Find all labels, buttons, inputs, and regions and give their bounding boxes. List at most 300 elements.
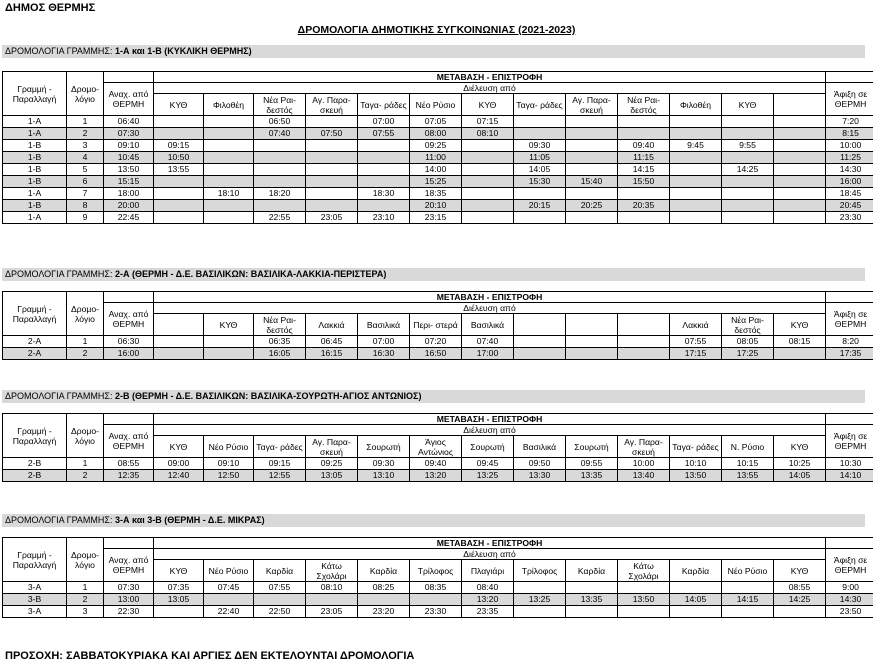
table-cell — [774, 164, 826, 176]
stop-name: ΚΥΘ — [154, 560, 204, 582]
table-cell — [410, 594, 462, 606]
section-prefix: ΔΡΟΜΟΛΟΓΙΑ ΓΡΑΜΜΗΣ: — [5, 46, 115, 56]
table-cell — [462, 140, 514, 152]
stop-name: Αγ. Παρα- σκευή — [618, 436, 670, 458]
table-cell: 23:30 — [826, 212, 873, 224]
header-line: Γραμμή - Παραλλαγή — [3, 414, 67, 458]
table-cell — [154, 116, 204, 128]
table-cell: 10:45 — [104, 152, 154, 164]
header-row — [3, 538, 873, 549]
table-cell — [154, 606, 204, 618]
stop-name: Καρδία — [358, 560, 410, 582]
section-header — [2, 514, 865, 527]
stop-name: Νέο Ρύσιο — [722, 560, 774, 582]
table-row — [3, 212, 873, 224]
header-depart: Αναχ. από ΘΕΡΜΗ — [104, 83, 154, 116]
stop-name: Βασιλικά — [358, 314, 410, 336]
header-depart: Αναχ. από ΘΕΡΜΗ — [104, 303, 154, 336]
table-cell: 1 — [67, 336, 104, 348]
table-cell — [566, 582, 618, 594]
table-cell: 07:30 — [104, 128, 154, 140]
table-cell: 08:40 — [462, 582, 514, 594]
table-cell: 22:55 — [254, 212, 306, 224]
section-line-name: 3-Α και 3-Β (ΘΕΡΜΗ - Δ.Ε. ΜΙΚΡΑΣ) — [115, 515, 265, 525]
table-cell — [774, 140, 826, 152]
table-cell: 23:05 — [306, 606, 358, 618]
table-cell — [514, 128, 566, 140]
stop-name: Λακκιά — [670, 314, 722, 336]
table-cell: 09:30 — [358, 458, 410, 470]
table-cell: 2-Α — [3, 348, 67, 360]
schedule-table — [2, 291, 873, 360]
stop-name — [566, 314, 618, 336]
table-cell: 13:10 — [358, 470, 410, 482]
table-cell — [358, 164, 410, 176]
table-cell: 3-Α — [3, 582, 67, 594]
table-cell — [774, 176, 826, 188]
table-cell — [358, 176, 410, 188]
table-cell: 08:00 — [410, 128, 462, 140]
stop-name: ΚΥΘ — [722, 94, 774, 116]
table-cell: 23:20 — [358, 606, 410, 618]
table-cell — [670, 188, 722, 200]
table-cell — [462, 212, 514, 224]
table-cell: 9:55 — [722, 140, 774, 152]
table-cell — [618, 348, 670, 360]
table-cell — [204, 140, 254, 152]
table-cell: 09:10 — [104, 140, 154, 152]
table-cell: 13:05 — [306, 470, 358, 482]
stop-name: Αγ. Παρα- σκευή — [566, 94, 618, 116]
table-cell: 07:40 — [254, 128, 306, 140]
table-cell — [514, 582, 566, 594]
table-cell: 13:00 — [104, 594, 154, 606]
header-via: Διέλευση από — [154, 303, 826, 314]
table-row — [3, 606, 873, 618]
table-cell — [154, 128, 204, 140]
table-cell: 13:25 — [514, 594, 566, 606]
table-cell: 4 — [67, 152, 104, 164]
table-cell: 08:55 — [104, 458, 154, 470]
header-arrive: Άφιξη σε ΘΕΡΜΗ — [826, 83, 873, 116]
table-cell: 9 — [67, 212, 104, 224]
table-cell — [306, 200, 358, 212]
table-cell: 17:00 — [462, 348, 514, 360]
table-cell — [204, 212, 254, 224]
table-cell: 18:20 — [254, 188, 306, 200]
table-cell — [618, 128, 670, 140]
table-cell — [254, 140, 306, 152]
table-cell: 07:50 — [306, 128, 358, 140]
table-cell: 14:25 — [722, 164, 774, 176]
table-cell: 08:05 — [722, 336, 774, 348]
table-cell: 15:40 — [566, 176, 618, 188]
table-cell — [306, 594, 358, 606]
stop-name — [774, 94, 826, 116]
table-row — [3, 470, 873, 482]
table-cell: 8:15 — [826, 128, 873, 140]
table-cell — [462, 152, 514, 164]
table-cell — [774, 116, 826, 128]
table-cell: 22:45 — [104, 212, 154, 224]
table-cell — [204, 164, 254, 176]
table-cell — [670, 212, 722, 224]
table-cell — [722, 200, 774, 212]
stop-name: ΚΥΘ — [774, 436, 826, 458]
table-cell — [722, 582, 774, 594]
table-cell: 23:35 — [462, 606, 514, 618]
header-blank — [826, 414, 873, 425]
table-cell: 07:05 — [410, 116, 462, 128]
table-cell: 2 — [67, 470, 104, 482]
table-cell: 06:35 — [254, 336, 306, 348]
header-blank — [104, 414, 154, 425]
header-row — [3, 72, 873, 83]
table-cell — [254, 152, 306, 164]
table-cell: 13:50 — [670, 470, 722, 482]
table-cell: 3 — [67, 606, 104, 618]
table-cell: 1 — [67, 582, 104, 594]
table-cell: 09:10 — [204, 458, 254, 470]
table-cell: 1-Β — [3, 176, 67, 188]
schedule-table — [2, 413, 873, 482]
stop-name: Φιλοθέη — [670, 94, 722, 116]
table-cell: 1-Β — [3, 164, 67, 176]
table-cell: 20:10 — [410, 200, 462, 212]
header-trip: ΜΕΤΑΒΑΣΗ - ΕΠΙΣΤΡΟΦΗ — [154, 72, 826, 83]
table-cell — [254, 176, 306, 188]
table-cell: 20:45 — [826, 200, 873, 212]
header-blank — [826, 538, 873, 549]
stop-name: ΚΥΘ — [154, 94, 204, 116]
table-cell — [306, 164, 358, 176]
stop-name: ΚΥΘ — [154, 436, 204, 458]
table-cell — [670, 164, 722, 176]
table-cell — [618, 582, 670, 594]
table-cell: 17:35 — [826, 348, 873, 360]
table-cell: 8:20 — [826, 336, 873, 348]
table-cell: 13:35 — [566, 594, 618, 606]
table-cell: 2 — [67, 128, 104, 140]
table-cell — [774, 212, 826, 224]
document-title: ΔΡΟΜΟΛΟΓΙΑ ΔΗΜΟΤΙΚΗΣ ΣΥΓΚΟΙΝΩΝΙΑΣ (2021-2023) — [297, 24, 576, 36]
table-cell: 08:10 — [462, 128, 514, 140]
table-cell: 14:25 — [774, 594, 826, 606]
table-cell: 07:40 — [462, 336, 514, 348]
table-cell: 14:05 — [774, 470, 826, 482]
table-cell: 13:55 — [722, 470, 774, 482]
stop-name: Σουρωτή — [358, 436, 410, 458]
table-cell: 23:15 — [410, 212, 462, 224]
table-cell — [306, 140, 358, 152]
table-cell: 7:20 — [826, 116, 873, 128]
table-cell: 13:35 — [566, 470, 618, 482]
header-route-no: Δρομο- λόγιο — [67, 414, 104, 458]
stop-name — [514, 314, 566, 336]
table-cell — [462, 176, 514, 188]
schedule-table — [2, 71, 873, 224]
table-cell: 16:00 — [104, 348, 154, 360]
table-cell: 12:55 — [254, 470, 306, 482]
table-cell — [618, 212, 670, 224]
header-row — [3, 303, 873, 314]
header-row — [3, 425, 873, 436]
table-cell: 17:25 — [722, 348, 774, 360]
table-cell — [774, 348, 826, 360]
table-cell: 1-Β — [3, 152, 67, 164]
table-cell — [722, 152, 774, 164]
table-cell: 1-Β — [3, 140, 67, 152]
table-cell: 1 — [67, 458, 104, 470]
table-cell: 07:55 — [254, 582, 306, 594]
stop-name: Ταγα- ράδες — [670, 436, 722, 458]
table-cell — [566, 336, 618, 348]
table-cell: 8 — [67, 200, 104, 212]
table-cell: 18:45 — [826, 188, 873, 200]
table-cell: 23:10 — [358, 212, 410, 224]
section-prefix: ΔΡΟΜΟΛΟΓΙΑ ΓΡΑΜΜΗΣ: — [5, 391, 115, 401]
table-cell: 14:05 — [670, 594, 722, 606]
table-cell: 2 — [67, 594, 104, 606]
table-cell: 10:00 — [826, 140, 873, 152]
stop-name: Αγ. Παρα- σκευή — [306, 436, 358, 458]
table-cell: 06:40 — [104, 116, 154, 128]
header-row — [3, 414, 873, 425]
stop-name — [154, 314, 204, 336]
table-cell: 11:25 — [826, 152, 873, 164]
table-cell: 13:40 — [618, 470, 670, 482]
table-cell — [204, 116, 254, 128]
table-cell: 5 — [67, 164, 104, 176]
table-cell: 13:20 — [410, 470, 462, 482]
table-cell: 9:45 — [670, 140, 722, 152]
table-cell — [618, 606, 670, 618]
table-row — [3, 582, 873, 594]
table-cell: 18:30 — [358, 188, 410, 200]
table-cell: 14:15 — [618, 164, 670, 176]
header-blank — [104, 72, 154, 83]
table-cell: 11:15 — [618, 152, 670, 164]
header-row — [3, 83, 873, 94]
header-line: Γραμμή - Παραλλαγή — [3, 292, 67, 336]
table-cell: 18:00 — [104, 188, 154, 200]
table-cell: 08:25 — [358, 582, 410, 594]
table-cell: 16:00 — [826, 176, 873, 188]
stop-name: Κάτω Σχολάρι — [306, 560, 358, 582]
table-cell — [358, 594, 410, 606]
table-cell: 1 — [67, 116, 104, 128]
table-cell: 14:00 — [410, 164, 462, 176]
section-line-name: 2-Α (ΘΕΡΜΗ - Δ.Ε. ΒΑΣΙΛΙΚΩΝ: ΒΑΣΙΛΙΚΑ-ΛΑΚΚΙΑ-ΠΕΡΙΣΤΕΡΑ) — [115, 269, 387, 279]
stop-name: Σουρωτή — [462, 436, 514, 458]
table-cell: 3-Α — [3, 606, 67, 618]
table-cell — [774, 128, 826, 140]
table-cell — [514, 212, 566, 224]
header-arrive: Άφιξη σε ΘΕΡΜΗ — [826, 425, 873, 458]
table-cell: 3 — [67, 140, 104, 152]
table-cell — [204, 348, 254, 360]
table-cell: 09:15 — [254, 458, 306, 470]
table-cell — [154, 188, 204, 200]
table-cell: 06:50 — [254, 116, 306, 128]
table-cell — [566, 128, 618, 140]
table-cell: 13:50 — [104, 164, 154, 176]
table-cell — [204, 176, 254, 188]
table-cell: 08:35 — [410, 582, 462, 594]
table-cell: 20:00 — [104, 200, 154, 212]
stop-name: Νέο Ρύσιο — [410, 94, 462, 116]
table-cell: 15:25 — [410, 176, 462, 188]
table-cell — [722, 188, 774, 200]
stop-name: Τρίλοφος — [514, 560, 566, 582]
table-cell: 07:20 — [410, 336, 462, 348]
table-cell: 22:30 — [104, 606, 154, 618]
table-cell — [462, 164, 514, 176]
header-via: Διέλευση από — [154, 549, 826, 560]
table-row — [3, 164, 873, 176]
stop-name: Βασιλικά — [462, 314, 514, 336]
header-line: Γραμμή - Παραλλαγή — [3, 72, 67, 116]
table-cell — [774, 152, 826, 164]
table-cell: 14:30 — [826, 164, 873, 176]
table-cell: 09:30 — [514, 140, 566, 152]
table-cell — [670, 152, 722, 164]
table-cell — [566, 188, 618, 200]
table-cell — [204, 336, 254, 348]
table-cell: 12:50 — [204, 470, 254, 482]
table-cell: 1-Α — [3, 188, 67, 200]
table-cell: 9:00 — [826, 582, 873, 594]
table-cell — [774, 200, 826, 212]
header-arrive: Άφιξη σε ΘΕΡΜΗ — [826, 303, 873, 336]
header-route-no: Δρομο- λόγιο — [67, 72, 104, 116]
table-cell — [566, 348, 618, 360]
stop-name: Άγιος Αντώνιος — [410, 436, 462, 458]
stop-name: ΚΥΘ — [774, 560, 826, 582]
table-cell: 7 — [67, 188, 104, 200]
table-cell — [154, 212, 204, 224]
table-cell: 2 — [67, 348, 104, 360]
table-cell: 09:40 — [618, 140, 670, 152]
table-cell — [566, 116, 618, 128]
weekend-notice: ΠΡΟΣΟΧΗ: ΣΑΒΒΑΤΟΚΥΡΙΑΚΑ ΚΑΙ ΑΡΓΙΕΣ ΔΕΝ ΕΚΤΕΛΟΥΝΤΑΙ ΔΡΟΜΟΛΟΓΙΑ — [5, 650, 415, 662]
section-header — [2, 390, 865, 403]
table-cell — [358, 152, 410, 164]
header-trip: ΜΕΤΑΒΑΣΗ - ΕΠΙΣΤΡΟΦΗ — [154, 292, 826, 303]
table-cell — [670, 200, 722, 212]
table-cell — [154, 176, 204, 188]
table-cell — [306, 176, 358, 188]
header-blank — [104, 538, 154, 549]
section-line-name: 2-Β (ΘΕΡΜΗ - Δ.Ε. ΒΑΣΙΛΙΚΩΝ: ΒΑΣΙΛΙΚΑ-ΣΟΥΡΩΤΗ-ΑΓΙΟΣ ΑΝΤΩΝΙΟΣ) — [115, 391, 422, 401]
table-cell — [254, 594, 306, 606]
table-row — [3, 188, 873, 200]
table-cell: 07:15 — [462, 116, 514, 128]
table-cell: 15:50 — [618, 176, 670, 188]
table-cell — [722, 212, 774, 224]
table-cell: 14:05 — [514, 164, 566, 176]
table-cell: 10:25 — [774, 458, 826, 470]
table-cell: 23:30 — [410, 606, 462, 618]
table-cell: 23:50 — [826, 606, 873, 618]
table-row — [3, 116, 873, 128]
stop-name: Καρδία — [566, 560, 618, 582]
table-cell: 22:50 — [254, 606, 306, 618]
table-cell: 20:15 — [514, 200, 566, 212]
table-cell — [306, 116, 358, 128]
table-cell — [722, 116, 774, 128]
table-cell: 13:30 — [514, 470, 566, 482]
stop-name: Πλαγιάρι — [462, 560, 514, 582]
table-cell — [618, 336, 670, 348]
header-trip: ΜΕΤΑΒΑΣΗ - ΕΠΙΣΤΡΟΦΗ — [154, 414, 826, 425]
table-cell — [618, 116, 670, 128]
table-cell: 1-Α — [3, 212, 67, 224]
table-cell: 12:35 — [104, 470, 154, 482]
table-cell — [670, 128, 722, 140]
stop-name: Νέα Ραι- δεστός — [254, 314, 306, 336]
table-row — [3, 140, 873, 152]
table-cell — [566, 212, 618, 224]
table-cell: 10:30 — [826, 458, 873, 470]
table-cell: 08:10 — [306, 582, 358, 594]
table-cell — [774, 188, 826, 200]
table-cell — [722, 606, 774, 618]
table-cell: 20:35 — [618, 200, 670, 212]
header-line: Γραμμή - Παραλλαγή — [3, 538, 67, 582]
table-cell — [462, 200, 514, 212]
table-cell: 13:20 — [462, 594, 514, 606]
section-header — [2, 45, 865, 58]
table-cell — [618, 188, 670, 200]
section-header — [2, 268, 865, 281]
table-cell: 09:25 — [306, 458, 358, 470]
table-cell: 07:35 — [154, 582, 204, 594]
stop-name: Νέα Ραι- δεστός — [618, 94, 670, 116]
table-cell: 15:15 — [104, 176, 154, 188]
table-cell: 2-Β — [3, 470, 67, 482]
table-cell — [154, 336, 204, 348]
table-cell — [774, 606, 826, 618]
table-cell: 22:40 — [204, 606, 254, 618]
stop-name: Νέα Ραι- δεστός — [254, 94, 306, 116]
table-cell: 06:30 — [104, 336, 154, 348]
table-cell: 09:15 — [154, 140, 204, 152]
table-row — [3, 176, 873, 188]
table-cell: 23:05 — [306, 212, 358, 224]
table-cell — [670, 582, 722, 594]
table-cell: 07:00 — [358, 336, 410, 348]
stop-name: Καρδία — [254, 560, 306, 582]
stop-name: Καρδία — [670, 560, 722, 582]
stop-name: Ταγα- ράδες — [358, 94, 410, 116]
stop-name: Ταγα- ράδες — [254, 436, 306, 458]
table-cell — [204, 200, 254, 212]
stop-name: ΚΥΘ — [204, 314, 254, 336]
table-cell: 13:50 — [618, 594, 670, 606]
table-cell: 20:25 — [566, 200, 618, 212]
table-cell: 07:55 — [358, 128, 410, 140]
table-cell — [670, 176, 722, 188]
table-row — [3, 200, 873, 212]
table-cell — [722, 128, 774, 140]
table-cell — [514, 348, 566, 360]
schedule-table — [2, 537, 873, 618]
table-cell: 16:05 — [254, 348, 306, 360]
table-cell — [204, 594, 254, 606]
stop-name: ΚΥΘ — [774, 314, 826, 336]
table-cell: 08:15 — [774, 336, 826, 348]
